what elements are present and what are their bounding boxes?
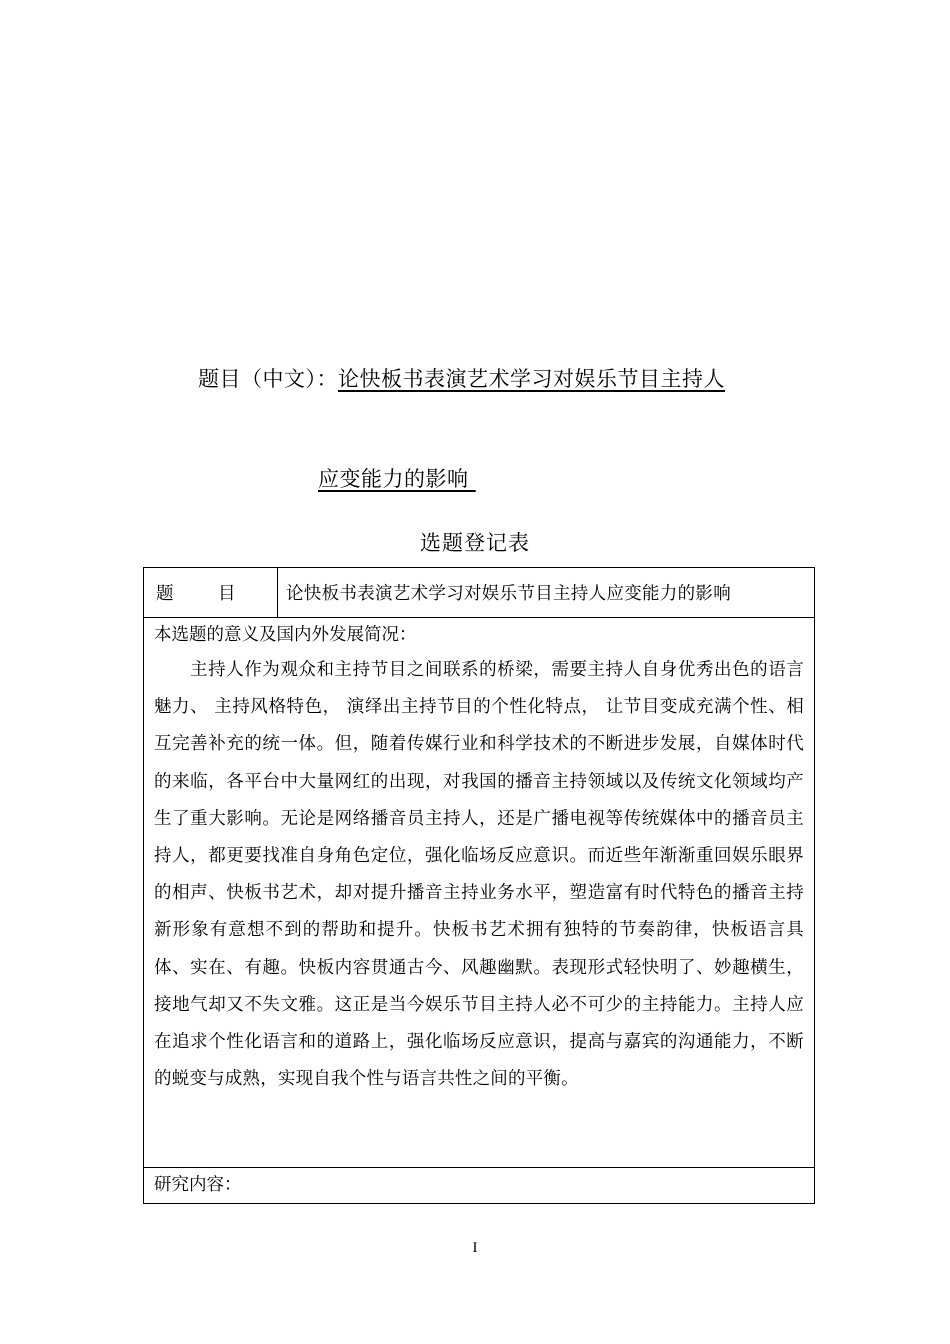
significance-cell <box>144 618 815 1168</box>
topic-value: 论快板书表演艺术学习对娱乐节目主持人应变能力的影响 <box>278 568 815 618</box>
significance-heading: 本选题的意义及国内外发展简况： <box>154 625 417 645</box>
topic-row <box>144 568 815 618</box>
thesis-title-value: 论快板书表演艺术学习对娱乐节目主持人 <box>338 367 725 391</box>
page-number: I <box>472 1240 478 1256</box>
form-heading: 选题登记表 <box>420 531 530 555</box>
thesis-title-line-1 <box>198 364 725 394</box>
research-heading: 研究内容： <box>144 1168 815 1204</box>
topic-label <box>144 568 278 618</box>
research-row <box>144 1168 815 1204</box>
thesis-title-line-2: 应变能力的影响 <box>318 467 476 491</box>
significance-row <box>144 618 815 1168</box>
topic-label-char-2: 目 <box>218 584 236 604</box>
significance-body: 主持人作为观众和主持节目之间联系的桥梁，需要主持人自身优秀出色的语言魅力、 主持风格特色， 演绎出主持节目的个性化特点， 让节目变成充满个性、相互完善补充的统一体。但，随着传媒行业和科学技术的不断进步发展，自媒体时代的来临，各平台中大量网红的出现，对我国的播音主持领域以及传统文化领域均产生了重大影响。无论是网络播音员主持人，还是广播电视等传统媒体中的播音员主持人，都更要找准自身角色定位，强化临场反应意识。而近些年渐渐重回娱乐眼界的相声、快板书艺术，却对提升播音主持业务水平，塑造富有时代特色的播音主持新形象有意想不到的帮助和提升。快板书艺术拥有独特的节奏韵律，快板语言具体、实在、有趣。快板内容贯通古今、风趣幽默。表现形式轻快明了、妙趣横生，接地气却又不失文雅。这正是当今娱乐节目主持人必不可少的主持能力。主持人应在追求个性化语言和的道路上，强化临场反应意识，提高与嘉宾的沟通能力，不断的蜕变与成熟，实现自我个性与语言共性之间的平衡。 <box>154 660 804 1090</box>
registration-table <box>143 567 815 1204</box>
thesis-title-label: 题目（中文）： <box>198 367 338 391</box>
topic-label-char-1: 题 <box>156 584 174 604</box>
